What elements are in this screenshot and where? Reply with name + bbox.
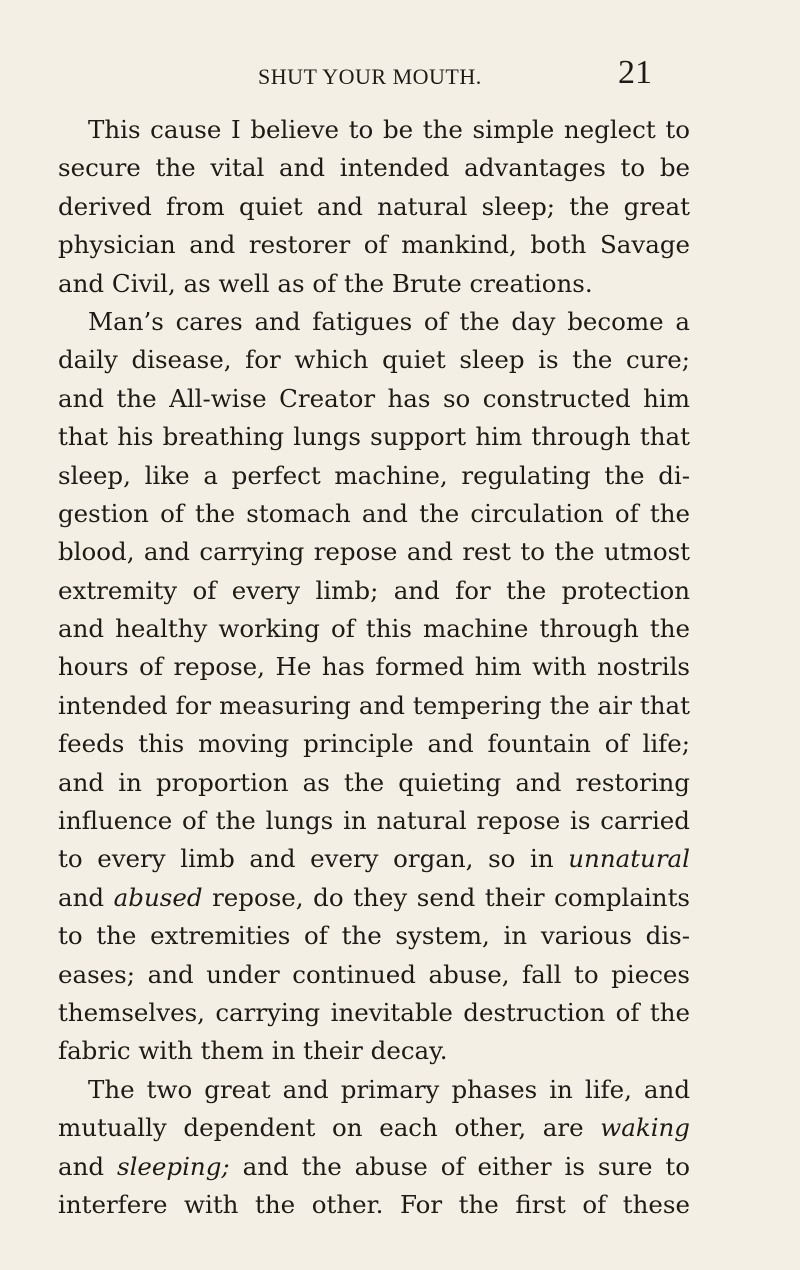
text-line (58, 380, 690, 418)
text-segment: Man’s cares and fatigues of the day become a (88, 306, 690, 336)
text-line (58, 1071, 690, 1109)
text-line (58, 495, 690, 533)
text-segment: and in proportion as the quieting and restoring (58, 767, 690, 797)
running-head (0, 56, 800, 96)
text-line (58, 226, 690, 264)
text-segment: extremity of every limb; and for the protection (58, 575, 690, 605)
text-segment: mutually dependent on each other, are (58, 1113, 601, 1143)
body-text (58, 111, 690, 1224)
text-segment: interfere with the other. For the first of these (58, 1189, 690, 1219)
text-line (58, 764, 690, 802)
running-title: SHUT YOUR MOUTH. (258, 64, 482, 89)
text-line (58, 725, 690, 763)
text-segment: blood, and carrying repose and rest to the utmost (58, 537, 690, 567)
italic-text: unnatural (568, 844, 690, 874)
italic-text: abused (113, 882, 203, 912)
text-line (58, 303, 690, 341)
text-line (58, 149, 690, 187)
text-segment: sleep, like a perfect machine, regulating the di- (58, 460, 690, 490)
text-line (58, 457, 690, 495)
page-number: 21 (618, 54, 652, 91)
text-line (58, 648, 690, 686)
text-segment: secure the vital and intended advantages to be (58, 153, 690, 183)
text-line (58, 572, 690, 610)
text-segment: feeds this moving principle and fountain of life; (58, 729, 690, 759)
text-segment: eases; and under continued abuse, fall to pieces (58, 959, 690, 989)
text-segment: This cause I believe to be the simple neglect to (88, 115, 690, 144)
text-line (58, 1148, 690, 1186)
text-segment: themselves, carrying inevitable destruction of the (58, 997, 690, 1027)
text-line (58, 111, 690, 149)
text-line (58, 188, 690, 226)
text-segment: and the abuse of either is sure to (229, 1151, 690, 1181)
text-line (58, 418, 690, 456)
text-segment: derived from quiet and natural sleep; the great (58, 191, 690, 221)
text-segment: and (58, 1151, 117, 1181)
text-line (58, 917, 690, 955)
text-segment: influence of the lungs in natural repose is carried (58, 806, 690, 836)
text-line (58, 265, 690, 303)
text-segment: to the extremities of the system, in various dis- (58, 921, 690, 951)
text-segment: and the All-wise Creator has so constructed him (58, 383, 690, 413)
text-line (58, 1109, 690, 1147)
text-line (58, 879, 690, 917)
text-segment: and healthy working of this machine through the (58, 614, 690, 644)
text-line (58, 533, 690, 571)
text-segment: gestion of the stomach and the circulation of the (58, 498, 690, 528)
text-segment: daily disease, for which quiet sleep is the cure; (58, 345, 690, 375)
text-segment: intended for measuring and tempering the air that (58, 690, 690, 720)
text-line (58, 840, 690, 878)
text-segment: repose, do they send their complaints (202, 882, 691, 912)
text-line (58, 802, 690, 840)
text-line (58, 1032, 690, 1070)
text-line (58, 687, 690, 725)
text-segment: hours of repose, He has formed him with nostrils (58, 652, 690, 682)
italic-text: sleeping; (117, 1151, 230, 1181)
text-segment: and Civil, as well as of the Brute creations. (58, 268, 593, 298)
text-segment: The two great and primary phases in life, and (88, 1074, 690, 1104)
text-line (58, 956, 690, 994)
italic-text: waking (600, 1113, 690, 1143)
text-line (58, 610, 690, 648)
text-segment: physician and restorer of mankind, both Savage (58, 230, 690, 260)
text-segment: and (58, 882, 114, 912)
text-line (58, 994, 690, 1032)
text-line (58, 341, 690, 379)
text-segment: to every limb and every organ, so in (58, 844, 569, 874)
text-line (58, 1186, 690, 1224)
text-segment: fabric with them in their decay. (58, 1036, 448, 1066)
text-segment: that his breathing lungs support him through that (58, 422, 690, 452)
